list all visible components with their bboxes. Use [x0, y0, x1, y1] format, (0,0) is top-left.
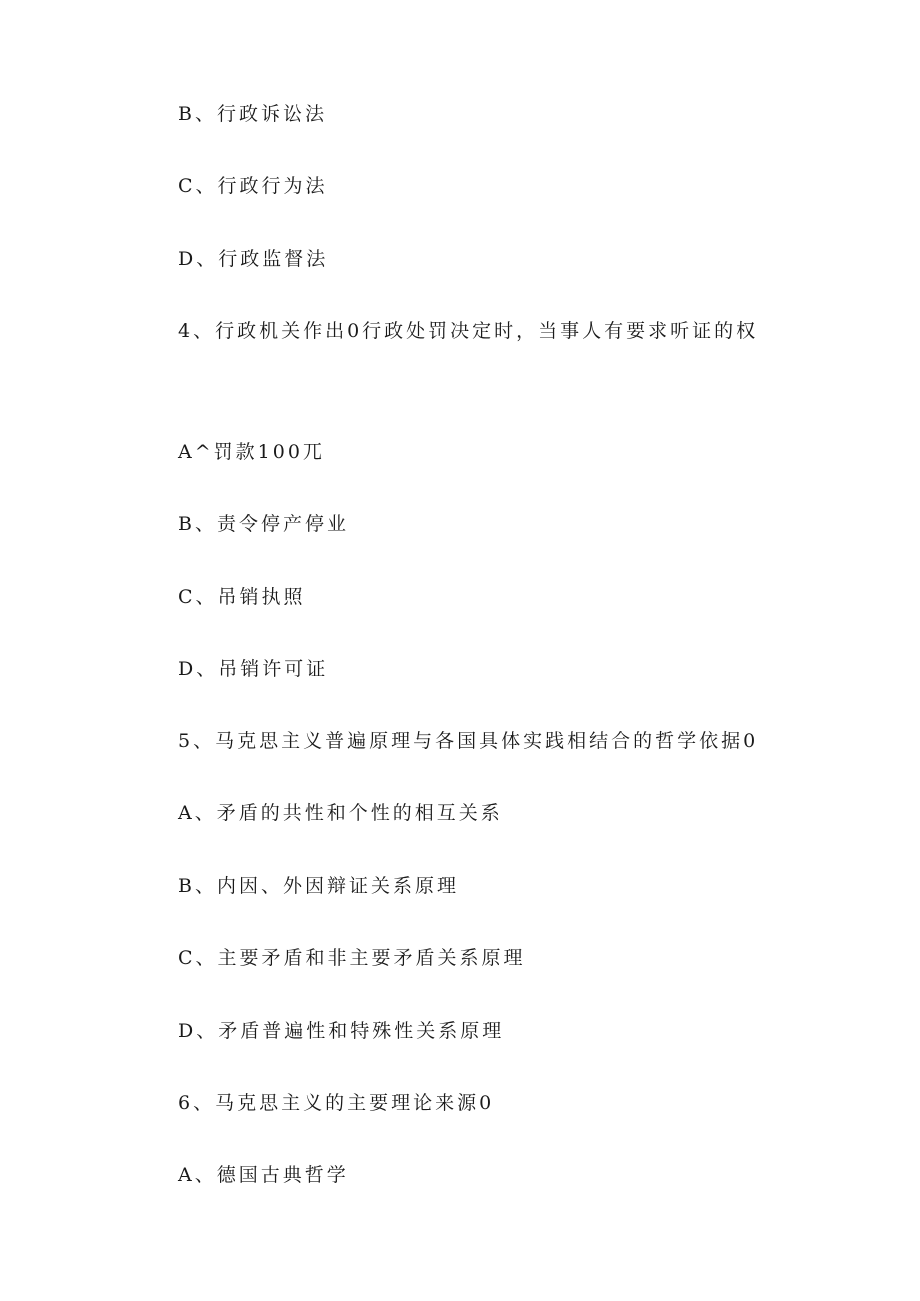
option-b-administrative-litigation-law: B、行政诉讼法: [178, 103, 327, 125]
option-d-revoke-permit: D、吊销许可证: [178, 658, 329, 680]
option-d-universality-particularity: D、矛盾普遍性和特殊性关系原理: [178, 1020, 505, 1042]
option-c-revoke-license: C、吊销执照: [178, 586, 306, 608]
option-a-fine: A^罚款100兀: [178, 441, 325, 463]
option-b-suspend-production: B、责令停产停业: [178, 513, 349, 535]
option-c-principal-contradiction: C、主要矛盾和非主要矛盾关系原理: [178, 947, 526, 969]
option-a-contradiction-commonality: A、矛盾的共性和个性的相互关系: [178, 802, 503, 824]
question-6-text: 6、马克思主义的主要理论来源0: [178, 1092, 495, 1114]
option-d-administrative-supervision-law: D、行政监督法: [178, 248, 329, 270]
question-4-text: 4、行政机关作出0行政处罚决定时，当事人有要求听证的权: [178, 320, 759, 342]
option-b-internal-external-causes: B、内因、外因辩证关系原理: [178, 875, 459, 897]
option-c-administrative-act-law: C、行政行为法: [178, 175, 328, 197]
option-a-german-classical-philosophy: A、德国古典哲学: [178, 1164, 349, 1186]
question-5-text: 5、马克思主义普遍原理与各国具体实践相结合的哲学依据0: [178, 730, 759, 752]
